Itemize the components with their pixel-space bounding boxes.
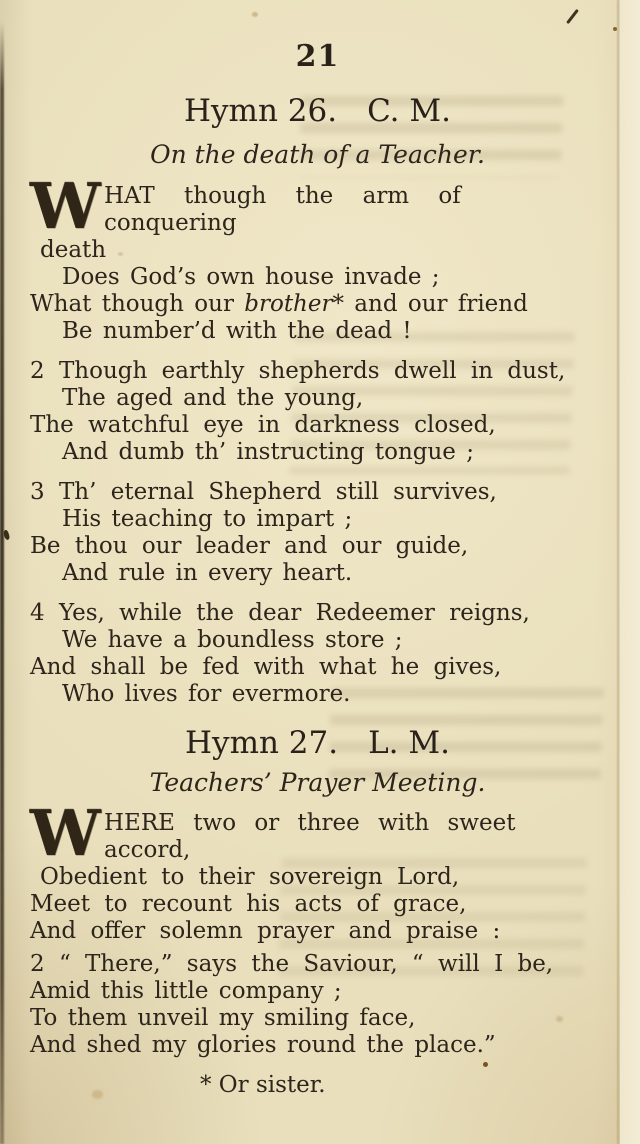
hymn-26-verse-1	[30, 169, 605, 345]
hymn-27-verse-2	[30, 951, 605, 1059]
hymn-26-verse-3	[30, 479, 605, 587]
text-column	[30, 0, 605, 1099]
verse-line: Be number’d with the dead !	[62, 318, 412, 344]
verse-line: Obedient to their sovereign Lord,	[40, 864, 460, 890]
footnote: * Or sister.	[200, 1072, 326, 1098]
hymn-26-verse-4	[30, 600, 605, 708]
binding-shadow	[0, 22, 4, 1144]
verse-line: death	[40, 237, 107, 263]
drop-cap-initial: W	[30, 796, 101, 870]
verse-line: 2 “ There,” says the Saviour, “ will I be,	[30, 951, 554, 977]
verse-line: And offer solemn prayer and praise :	[30, 918, 501, 944]
verse-line: And shed my glories round the place.”	[30, 1032, 496, 1058]
hymn-26-heading	[30, 92, 605, 130]
hymn-26-title: Hymn 26.	[184, 93, 338, 129]
verse-line: His teaching to impart ;	[62, 506, 353, 532]
hymn-27-meter: L. M.	[368, 725, 450, 761]
verse-line: Meet to recount his acts of grace,	[30, 891, 467, 917]
verse-line: 2 Though earthly shepherds dwell in dust,	[30, 358, 566, 384]
verse-line: And shall be fed with what he gives,	[30, 654, 502, 680]
verse-line: HERE two or three with sweet accord,	[104, 810, 516, 863]
verse-line: The aged and the young,	[62, 385, 364, 411]
verse-line: To them unveil my smiling face,	[30, 1005, 416, 1031]
hymn-27-verse-1	[30, 796, 605, 945]
hymn-26-subtitle: On the death of a Teacher.	[150, 140, 485, 169]
verse-line: Does God’s own house invade ;	[62, 264, 440, 290]
verse-line: Amid this little company ;	[30, 978, 342, 1004]
verse-line: We have a boundless store ;	[62, 627, 403, 653]
verse-line-segment: What though our	[30, 291, 245, 317]
hymn-27-subtitle: Teachers’ Prayer Meeting.	[149, 768, 486, 797]
verse-line: Who lives for evermore.	[62, 681, 351, 707]
hymn-27-title: Hymn 27.	[185, 725, 339, 761]
verse-line: Be thou our leader and our guide,	[30, 533, 469, 559]
verse-line-segment: * and our friend	[332, 291, 528, 317]
hymn-26-verse-2	[30, 358, 605, 466]
verse-line: The watchful eye in darkness closed,	[30, 412, 496, 438]
page-edge-highlight	[620, 0, 640, 1144]
drop-cap-initial: W	[30, 169, 101, 243]
hymn-26-meter: C. M.	[367, 93, 451, 129]
verse-line-italic-word: brother	[244, 291, 333, 317]
page-number: 21	[295, 39, 340, 74]
verse-line: And rule in every heart.	[62, 560, 353, 586]
verse-line: And dumb th’ instructing tongue ;	[62, 439, 474, 465]
verse-line: HAT though the arm of conquering	[104, 183, 461, 236]
hymn-27-heading	[30, 724, 605, 762]
verse-line: 3 Th’ eternal Shepherd still survives,	[30, 479, 497, 505]
page-edge-line	[617, 0, 619, 1144]
verse-line: 4 Yes, while the dear Redeemer reigns,	[30, 600, 530, 626]
verse-line	[30, 291, 605, 318]
